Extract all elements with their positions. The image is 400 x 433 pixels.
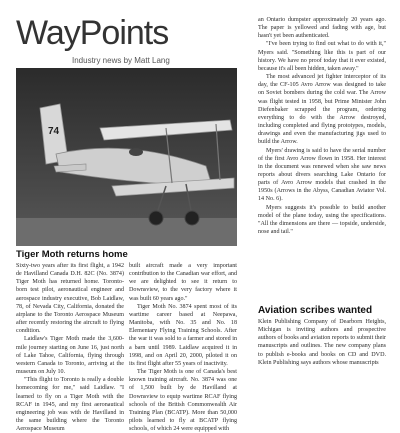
- paragraph: "This flight to Toronto is really a double homecoming for me," said Laidlaw. "I learned to fly on a Tiger Moth with the RCAF in 1945, and my first aeronautical engineering job was with de Havilland in the same building where the Toronto Aerospace Museum: [16, 377, 124, 433]
- paragraph: built aircraft made a very important contribution to the Canadian war effort, and we are delighted to see it return to Downsview, to the very factory where it was built 60 years ago.": [129, 263, 237, 302]
- paragraph: The most advanced jet fighter interceptor of its day, the CF-105 Avro Arrow was designed to take on Soviet bombers during the cold war. The Arrow was flight tested in 1958, but Prime Minister John Diefenbaker scrapped the program, ordering everything to do with the Arrow destroyed, including completed and flying prototypes, models, drawings and even the manufacturing jigs used to build the Arrow.: [258, 74, 386, 146]
- paragraph: Klein Publishing Company of Dearborn Heights, Michigan is inviting authors and prospective authors of books and aviation reports to submit their manuscripts and outlines. The new company plans to publish e-books and books on CD and DVD. Klein Publishing says authors whose manuscripts: [258, 319, 386, 366]
- tiger-moth-photo: [16, 68, 237, 246]
- paragraph: The Tiger Moth is one of Canada's best known training aircraft. No. 3874 was one of 1,500 built by de Havilland at Downsview to equip wartime RCAF flying schools of the British Commonwealth Air Training Plan (BCATP). More than 50,000 pilots learned to fly at BCATP flying schools, of which 24 were equipped with: [129, 369, 237, 433]
- masthead-subtitle: Industry news by Matt Lang: [72, 56, 170, 65]
- masthead: [16, 16, 216, 66]
- article-column-3: [258, 16, 386, 236]
- paragraph: Laidlaw's Tiger Moth made the 3,600-mile journey starting on June 16, just north of Lake Tahoe, California, flying through western Canada to Toronto, arriving at the museum on July 10.: [16, 336, 124, 376]
- article-headline-aviation-scribes: Aviation scribes wanted: [258, 305, 373, 316]
- biplane-illustration: [16, 68, 237, 246]
- paragraph: Sixty-two years after its first flight, a 1942 de Havilland Canada D.H. 82C (No. 3874) Tiger Moth has returned home. Toronto-born test pilot, aeronautical engineer and aerospace industry executive, Bob Laidlaw, 78, of Nevada City, California, donated the airplane to the Toronto Aerospace Museum after recently restoring the aircraft to flying condition.: [16, 263, 124, 335]
- tail-marking: 74: [48, 126, 60, 137]
- paragraph: an Ontario dumpster approximately 20 years ago. The paper is yellowed and fading with age, but hasn't yet been authenticated.: [258, 17, 386, 40]
- paragraph: Tiger Moth No. 3874 spent most of its wartime career based at Neepawa, Manitoba, with No. 35 and No. 18 Elementary Flying Training Schools. After the war it was sold to a farmer and stored in a barn until 1989. Laidlaw acquired it in 1998, and on April 20, 2000, piloted it on its first flight after 55 years of inactivity.: [129, 303, 237, 367]
- article-headline-tiger-moth: Tiger Moth returns home: [16, 249, 128, 260]
- paragraph: "I've been trying to find out what to do with it," Myers said. "Something like this is part of our history. We have no proof today that it ever existed, because it's all been hidden, taken away.": [258, 41, 386, 72]
- article-column-2: [129, 262, 237, 433]
- article-column-1: [16, 262, 124, 433]
- article-column-scribes: [258, 318, 386, 367]
- paragraph: Myers suggests it's possible to build another model of the plane today, using the specifications. "All the dimensions are there — topside, underside, nose and tail.": [258, 204, 386, 236]
- paragraph: Myers' drawing is said to have the serial number of the first Avro Arrow flown in 1958. Her interest in the document was renewed when she saw news reports about divers searching Lake Ontario for parts of Avro Arrow models that crashed in the 1950s (Arrows in the Abyss, Canadian Aviator Vol. 14 No. 6).: [258, 147, 386, 203]
- masthead-title: WayPoints: [16, 14, 169, 52]
